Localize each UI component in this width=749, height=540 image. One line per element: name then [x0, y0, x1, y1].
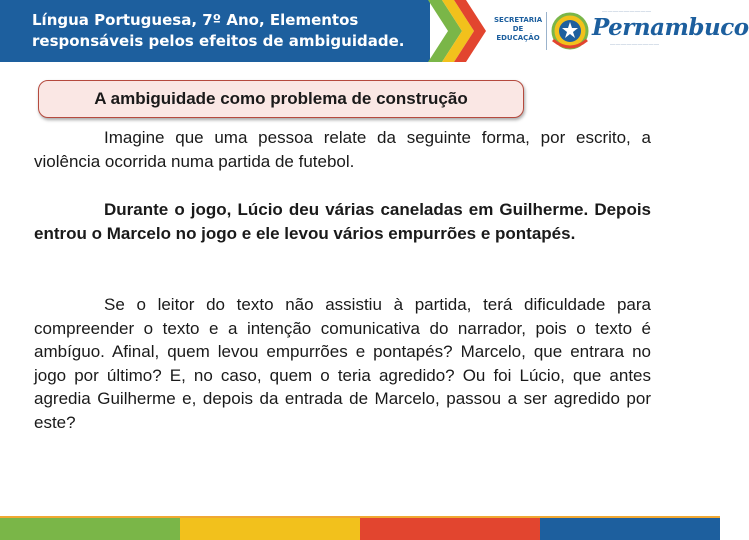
- brand-decoration-top: —————————: [602, 9, 652, 15]
- paragraph-intro: Imagine que uma pessoa relate da seguinte forma, por escrito, a violência ocorrida numa partida de futebol.: [34, 128, 651, 171]
- brand-wordmark: Pernambuco: [592, 14, 749, 41]
- page-title: Língua Portuguesa, 7º Ano, Elementos responsáveis pelos efeitos de ambiguidade.: [32, 11, 405, 50]
- section-title: A ambiguidade como problema de construção: [94, 89, 468, 108]
- paragraph-example: Durante o jogo, Lúcio deu várias caneladas em Guilherme. Depois entrou o Marcelo no jogo e ele levou vários empurrões e pontapés.: [34, 200, 651, 243]
- logo-separator: [546, 12, 547, 50]
- footer-block-green: [0, 518, 180, 540]
- section-title-box: [38, 80, 524, 118]
- paragraph-explanation: Se o leitor do texto não assistiu à partida, terá dificuldade para compreender o texto e a intenção comunicativa do narrador, pois o texto é ambíguo. Afinal, quem levou empurrões e pontapés? Marcelo, que entrara no jogo por último? E, no caso, quem o teria agredido? Ou foi Lúcio, que antes agredia Guilherme e, depois da entrada de Marcelo, passou a ser agredido por este?: [34, 295, 651, 432]
- secretaria-label: SECRETARIA DE EDUCAÇÃO: [494, 16, 543, 42]
- state-seal-icon: [550, 10, 590, 52]
- footer-bar: [0, 514, 720, 540]
- footer-block-blue: [540, 518, 720, 540]
- header-band: [0, 0, 430, 62]
- footer-block-yellow: [180, 518, 360, 540]
- institution-logos: [494, 8, 749, 54]
- brand-decoration-bottom: —————————: [610, 42, 660, 48]
- footer-block-red: [360, 518, 540, 540]
- header-bar: [0, 0, 749, 62]
- chevron-decoration-icon: [428, 0, 494, 62]
